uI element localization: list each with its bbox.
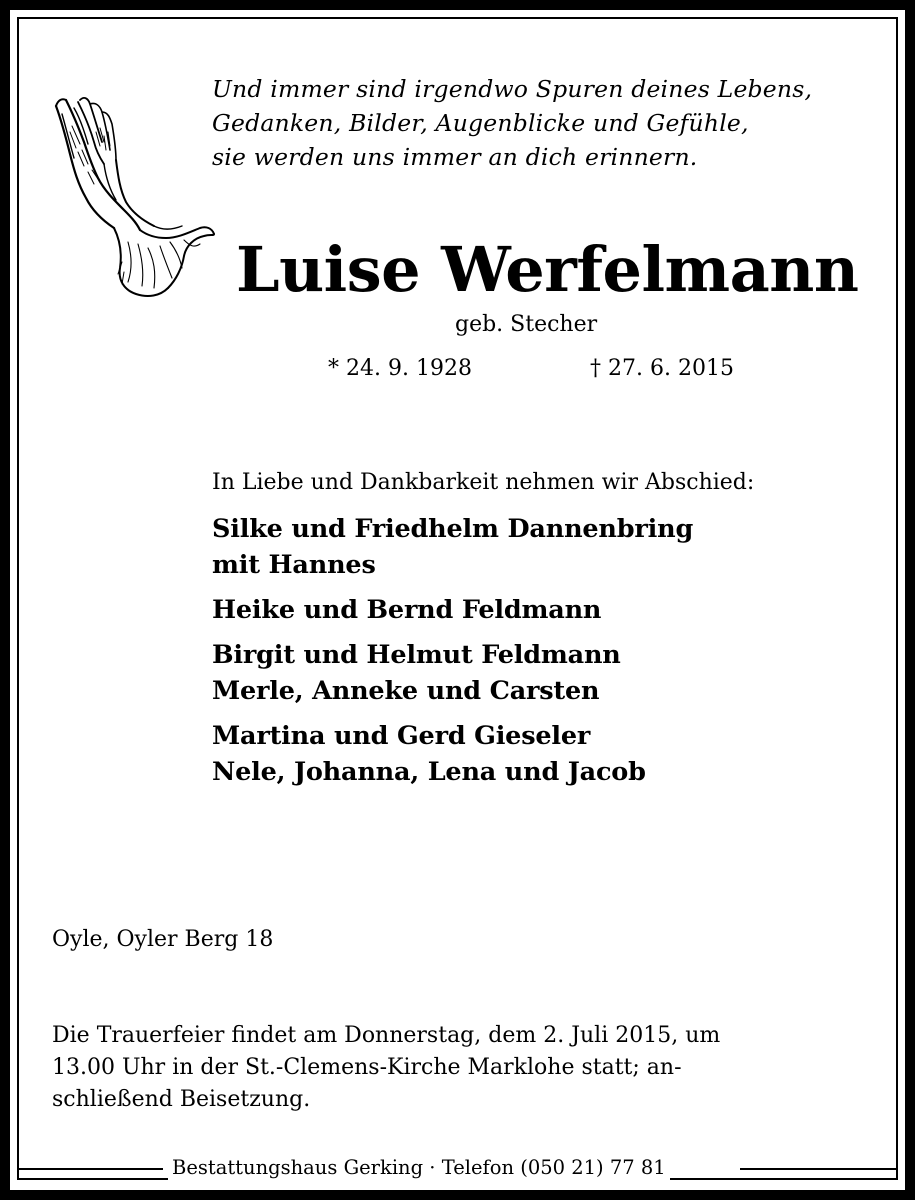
family-line: Martina und Gerd Gieseler — [212, 721, 591, 751]
family-line: Silke und Friedhelm Dannenbring — [212, 514, 694, 544]
birth-date: * 24. 9. 1928 — [328, 356, 472, 381]
family-line: mit Hannes — [212, 550, 376, 580]
funeral-notice — [52, 1020, 865, 1116]
family-group — [212, 511, 693, 583]
death-date: † 27. 6. 2015 — [590, 356, 734, 381]
motto-line: Gedanken, Bilder, Augenblicke und Gefühle, — [212, 109, 749, 137]
praying-hands-icon — [44, 92, 216, 302]
family-line: Heike und Bernd Feldmann — [212, 595, 602, 625]
funeral-home-footer: Bestattungshaus Gerking · Telefon (050 21) 77 81 — [168, 1154, 670, 1182]
family-group — [212, 592, 693, 628]
deceased-name: Luise Werfelmann — [236, 233, 859, 306]
family-line: Nele, Johanna, Lena und Jacob — [212, 757, 646, 787]
funeral-notice-line: schließend Beisetzung. — [52, 1087, 311, 1112]
farewell-intro: In Liebe und Dankbarkeit nehmen wir Abschied: — [212, 470, 755, 495]
motto-line: sie werden uns immer an dich erinnern. — [212, 143, 698, 171]
family-group — [212, 718, 693, 790]
motto-verse — [212, 72, 872, 174]
home-address: Oyle, Oyler Berg 18 — [52, 927, 274, 952]
funeral-notice-line: Die Trauerfeier findet am Donnerstag, dem 2. Juli 2015, um — [52, 1023, 721, 1048]
footer-rule-left — [19, 1168, 163, 1170]
family-line: Birgit und Helmut Feldmann — [212, 640, 621, 670]
mourners-list — [212, 511, 693, 799]
footer-rule-right — [740, 1168, 896, 1170]
family-group — [212, 637, 693, 709]
motto-line: Und immer sind irgendwo Spuren deines Lebens, — [212, 75, 813, 103]
family-line: Merle, Anneke und Carsten — [212, 676, 600, 706]
maiden-name: geb. Stecher — [455, 312, 598, 337]
funeral-notice-line: 13.00 Uhr in der St.-Clemens-Kirche Marklohe statt; an- — [52, 1055, 682, 1080]
